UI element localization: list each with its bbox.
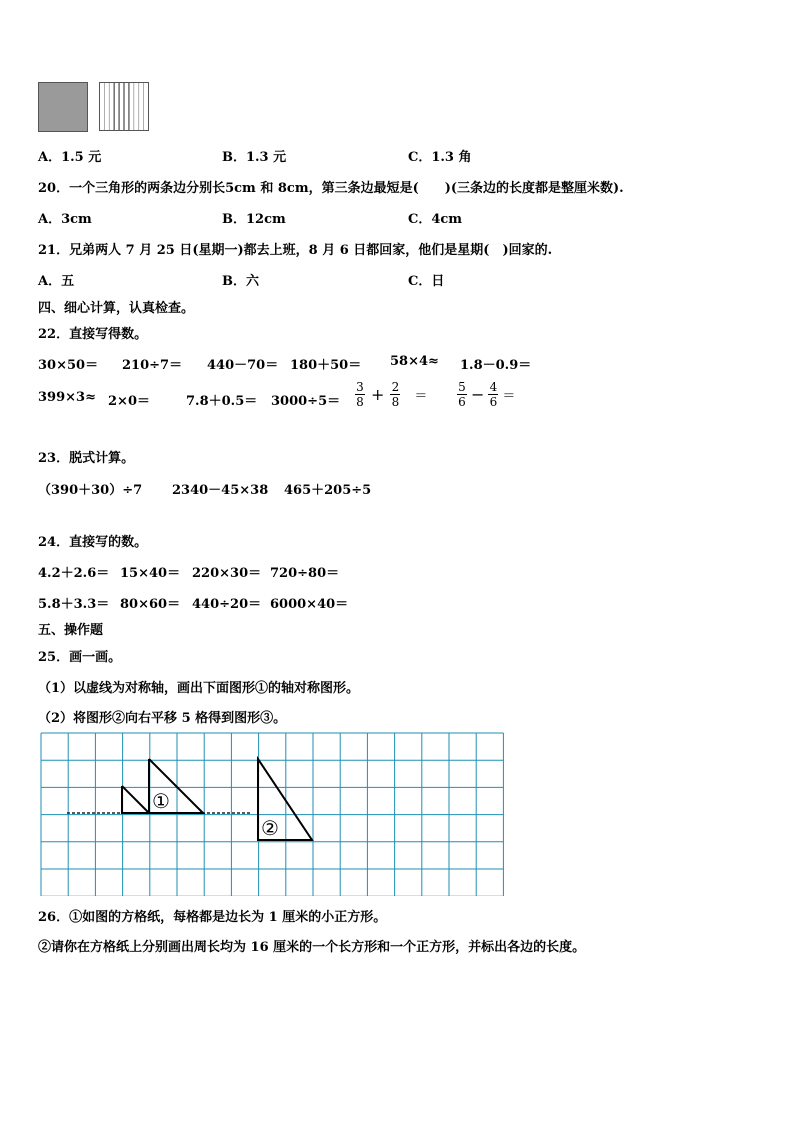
q23-expr: 2340－45×38: [172, 483, 269, 498]
q21-option-b[interactable]: B．六: [222, 274, 259, 289]
q24-expr: 6000×40＝: [270, 597, 349, 612]
numerator: 5: [458, 380, 466, 394]
q21-option-c[interactable]: C．日: [408, 274, 445, 289]
denominator: 8: [391, 395, 400, 409]
shape-2-label: ②: [261, 816, 279, 840]
q22-expr: 1.8－0.9＝: [460, 358, 532, 373]
q23-expr: （390＋30）÷7: [38, 483, 143, 498]
q22-expr: 210÷7＝: [122, 358, 183, 373]
q24-expr: 720÷80＝: [270, 566, 340, 581]
q19-option-c[interactable]: C．1.3 角: [408, 150, 472, 165]
q21-option-a[interactable]: A．五: [38, 274, 75, 289]
equals-sign: ＝: [414, 389, 428, 404]
q25-part2: （2）将图形②向右平移 5 格得到图形③。: [38, 711, 287, 726]
q26-line2: ②请你在方格纸上分别画出周长均为 16 厘米的一个长方形和一个正方形，并标出各边的长度。: [38, 940, 586, 955]
q22-fraction-expr-1: [355, 380, 427, 409]
q22-expr: 180＋50＝: [290, 358, 362, 373]
q19-option-b[interactable]: B．1.3 元: [222, 150, 287, 165]
q25-part1: （1）以虚线为对称轴，画出下面图形①的轴对称图形。: [38, 681, 360, 696]
q20-option-b[interactable]: B．12cm: [222, 212, 286, 227]
q24-expr: 220×30＝: [192, 566, 262, 581]
plus-sign: +: [371, 385, 385, 404]
fraction: [457, 380, 467, 409]
q24-expr: 80×60＝: [120, 597, 181, 612]
striped-square-figure: [99, 82, 151, 132]
q23-title: 23．脱式计算。: [38, 451, 135, 466]
q22-expr: 58×4≈: [390, 354, 439, 369]
fraction: [488, 380, 498, 409]
shaded-square-figure: [38, 82, 88, 132]
q26-line1: 26．①如图的方格纸，每格都是边长为 1 厘米的小正方形。: [38, 910, 387, 925]
q22-fraction-expr-2: [457, 380, 515, 409]
grid-lines: [41, 733, 503, 896]
denominator: 6: [489, 395, 498, 409]
q22-expr: 399×3≈: [38, 390, 96, 405]
denominator: 6: [458, 395, 466, 409]
q22-expr: 3000÷5＝: [271, 394, 341, 409]
section-5-heading: 五、操作题: [38, 623, 104, 638]
numerator: 4: [489, 380, 498, 394]
fraction: [355, 380, 365, 409]
q19-option-a[interactable]: A．1.5 元: [38, 150, 102, 165]
shape-1-label: ①: [152, 789, 170, 813]
section-4-heading: 四、细心计算，认真检查。: [38, 301, 195, 316]
q24-expr: 4.2＋2.6＝: [38, 566, 110, 581]
numerator: 3: [356, 380, 364, 394]
q25-grid-figure[interactable]: [40, 732, 506, 896]
numerator: 2: [391, 380, 400, 394]
q24-expr: 440÷20＝: [192, 597, 262, 612]
q20-question: 20．一个三角形的两条边分别长5cm 和 8cm，第三条边最短是( )(三条边的长度都是整厘米数).: [38, 181, 624, 196]
q21-question: 21．兄弟两人 7 月 25 日(星期一)都去上班，8 月 6 日都回家，他们是星期( )回家的.: [38, 243, 553, 258]
fraction: [390, 380, 400, 409]
q24-title: 24．直接写的数。: [38, 535, 148, 550]
q24-expr: 15×40＝: [120, 566, 181, 581]
q22-expr: 7.8＋0.5＝: [186, 394, 258, 409]
q22-expr: 30×50＝: [38, 358, 99, 373]
minus-sign: −: [471, 385, 485, 404]
q22-expr: 2×0＝: [108, 394, 150, 409]
q24-expr: 5.8＋3.3＝: [38, 597, 110, 612]
q22-title: 22．直接写得数。: [38, 327, 148, 342]
q22-expr: 440－70＝: [207, 358, 279, 373]
q25-title: 25．画一画。: [38, 650, 122, 665]
q20-option-c[interactable]: C．4cm: [408, 212, 463, 227]
denominator: 8: [356, 395, 364, 409]
q20-option-a[interactable]: A．3cm: [38, 212, 92, 227]
equals-sign: ＝: [502, 389, 516, 404]
q23-expr: 465＋205÷5: [284, 483, 372, 498]
